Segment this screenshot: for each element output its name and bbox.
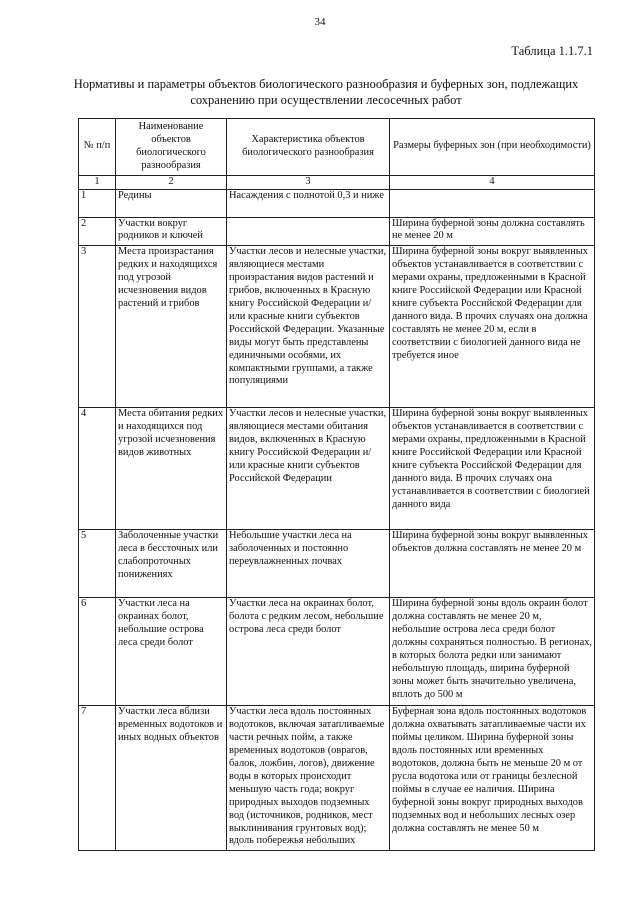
table-row — [79, 706, 595, 851]
row-number: 2 — [79, 217, 116, 246]
row-number: 5 — [79, 530, 116, 598]
object-name: Участки вокруг родников и ключей — [116, 217, 227, 246]
object-characteristic: Небольшие участки леса на заболоченных и постоянно переувлажненных почвах — [227, 530, 390, 598]
object-name: Участки леса на окраинах болот, небольшие острова леса среди болот — [116, 598, 227, 706]
header-number: № п/п — [79, 119, 116, 176]
buffer-size — [390, 189, 595, 217]
object-characteristic: Участки леса на окраинах болот, болота с редким лесом, небольшие острова леса среди болот — [227, 598, 390, 706]
column-number: 2 — [116, 175, 227, 189]
object-characteristic: Насаждения с полнотой 0,3 и ниже — [227, 189, 390, 217]
object-name: Места обитания редких и находящихся под угрозой исчезновения видов животных — [116, 408, 227, 530]
object-name: Заболоченные участки леса в бессточных или слабопроточных понижениях — [116, 530, 227, 598]
buffer-size: Ширина буферной зоны вокруг выявленных объектов устанавливается в соответствии с мерами охраны, предложенными в Красной книге Российской Федерации или Красной книге субъекта Российской Федерации для данного вида. В прочих случаях она должна составлять не менее 20 м, если в соответствии с биологией данного вида не требуется иное — [390, 246, 595, 408]
object-name: Участки леса вблизи временных водотоков и иных водных объектов — [116, 706, 227, 851]
buffer-size: Ширина буферной зоны вокруг выявленных объектов должна составлять не менее 20 м — [390, 530, 595, 598]
table-header-row — [79, 119, 595, 176]
object-characteristic: Участки леса вдоль постоянных водотоков, включая затапливаемые части речных пойм, а также временных водотоков (оврагов, балок, ложбин, логов), движение воды в которых происходит меньшую часть года; вокруг природных выходов подземных вод (источников, родников, мест выклинивания грунтовых вод); вдоль побережья небольших — [227, 706, 390, 851]
row-number: 3 — [79, 246, 116, 408]
document-title: Нормативы и параметры объектов биологического разнообразия и буферных зон, подлежащих сохранению при осуществлении лесосечных работ — [73, 77, 579, 107]
header-object-name: Наименование объектов биологического разнообразия — [116, 119, 227, 176]
table-row — [79, 217, 595, 246]
table-row — [79, 530, 595, 598]
object-characteristic: Участки лесов и нелесные участки, являющиеся местами обитания видов, включенных в Красную книгу Российской Федерации и/или красные книги субъектов Российской Федерации — [227, 408, 390, 530]
buffer-size: Ширина буферной зоны вокруг выявленных объектов устанавливается в соответствии с мерами охраны, предложенными в Красной книге Российской Федерации или Красной книге субъекта Российской Федерации для данного вида. В прочих случаях она устанавливается в соответствии с биологией данного вида — [390, 408, 595, 530]
row-number: 6 — [79, 598, 116, 706]
column-number: 4 — [390, 175, 595, 189]
header-characteristic: Характеристика объектов биологического разнообразия — [227, 119, 390, 176]
row-number: 4 — [79, 408, 116, 530]
norms-table — [78, 118, 595, 851]
object-name: Редины — [116, 189, 227, 217]
column-number: 1 — [79, 175, 116, 189]
object-characteristic — [227, 217, 390, 246]
table-row — [79, 598, 595, 706]
table-row — [79, 246, 595, 408]
column-number: 3 — [227, 175, 390, 189]
buffer-size: Ширина буферной зоны должна составлять не менее 20 м — [390, 217, 595, 246]
table-row — [79, 189, 595, 217]
object-characteristic: Участки лесов и нелесные участки, являющиеся местами произрастания видов растений и грибов, включенных в Красную книгу Российской Федерации и/или красные книги субъектов Российской Федерации. Указанные виды могут быть представлены единичными особями, их компактными группами, а также популяциями — [227, 246, 390, 408]
page-number: 34 — [314, 16, 326, 28]
column-number-row — [79, 175, 595, 189]
buffer-size: Ширина буферной зоны вдоль окраин болот должна составлять не менее 20 м, небольшие острова леса среди болот должны сохраняться полностью. В регионах, в которых болота редки или занимают небольшую площадь, ширина буферной зоны может быть значительно увеличена, вплоть до 500 м — [390, 598, 595, 706]
header-buffer-size: Размеры буферных зон (при необходимости) — [390, 119, 595, 176]
buffer-size: Буферная зона вдоль постоянных водотоков должна охватывать затапливаемые части их поймы целиком. Ширина буферной зоны вдоль постоянных или временных водотоков, должна быть не меньше 20 м от русла водотока или от границы безлесной поймы в случае ее наличия. Ширина буферной зоны вокруг природных выходов подземных вод и небольших лесных озер должна составлять не менее 50 м — [390, 706, 595, 851]
object-name: Места произрастания редких и находящихся под угрозой исчезновения видов растений и грибов — [116, 246, 227, 408]
table-label: Таблица 1.1.7.1 — [511, 44, 593, 58]
row-number: 7 — [79, 706, 116, 851]
row-number: 1 — [79, 189, 116, 217]
table-row — [79, 408, 595, 530]
